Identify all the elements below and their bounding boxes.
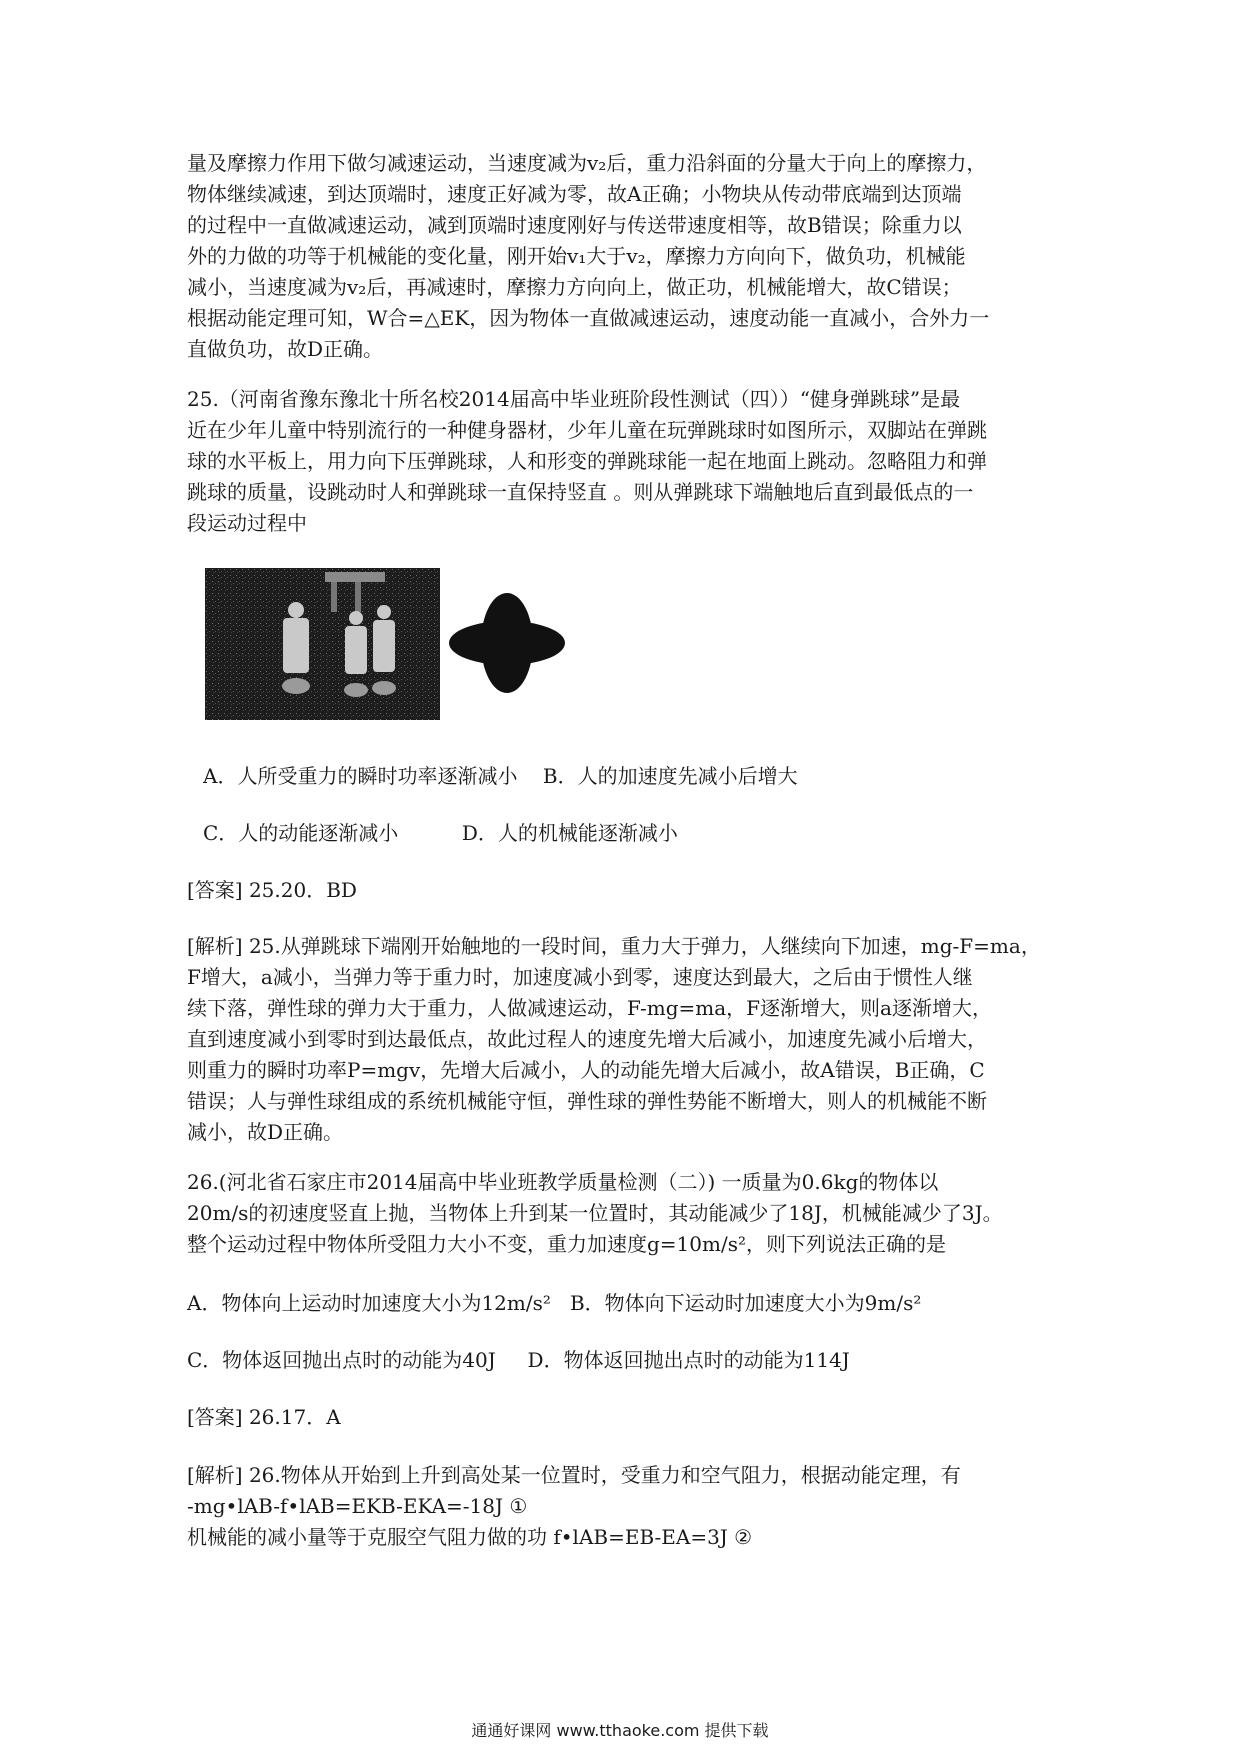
text-line: 续下落，弹性球的弹力大于重力，人做减速运动，F-mg=ma，F逐渐增大，则a逐渐增大， [187, 996, 992, 1020]
text-line: 直做负功，故D正确。 [187, 337, 384, 361]
children-playing-photo [205, 568, 440, 720]
text-line: 的过程中一直做减速运动，减到顶端时速度刚好与传送带速度相等，故B错误；除重力以 [187, 213, 962, 237]
intro-paragraph [187, 148, 1067, 365]
text-line: 减小，故D正确。 [187, 1120, 344, 1144]
question-25-stem [187, 384, 1067, 539]
text-line: -mg•lAB-f•lAB=EKB-EKA=-18J ① [187, 1494, 528, 1518]
text-line: 物体继续减速，到达顶端时，速度正好减为零，故A正确；小物块从传动带底端到达顶端 [187, 182, 962, 206]
text-line: 减小，当速度减为v₂后，再减速时，摩擦力方向向上，做正功，机械能增大，故C错误； [187, 275, 962, 299]
question-26-answer: [答案] 26.17．A [187, 1405, 341, 1429]
text-line: 球的水平板上，用力向下压弹跳球，人和形变的弹跳球能一起在地面上跳动。忽略阻力和弹 [187, 449, 987, 473]
page-footer: 通通好课网 www.tthaoke.com 提供下载 [471, 1721, 769, 1740]
text-line: 段运动过程中 [187, 511, 307, 535]
question-26-options-ab: A．物体向上运动时加速度大小为12m/s² B．物体向下运动时加速度大小为9m/s² [187, 1291, 922, 1315]
question-26-options-cd: C．物体返回抛出点时的动能为40J D．物体返回抛出点时的动能为114J [187, 1348, 850, 1372]
text-line: 机械能的减小量等于克服空气阻力做的功 f•lAB=EB-EA=3J ② [187, 1525, 753, 1549]
question-25-options-ab: A．人所受重力的瞬时功率逐渐减小 B．人的加速度先减小后增大 [203, 764, 798, 788]
text-line: 26.(河北省石家庄市2014届高中毕业班教学质量检测（二）) 一质量为0.6kg的物体以 [187, 1170, 939, 1194]
text-line: 25.（河南省豫东豫北十所名校2014届高中毕业班阶段性测试（四））“健身弹跳球”是最 [187, 387, 961, 411]
text-line: [解析] 26.物体从开始到上升到高处某一位置时，受重力和空气阻力，根据动能定理，有 [187, 1463, 961, 1487]
text-line: F增大，a减小，当弹力等于重力时，加速度减小到零，速度达到最大，之后由于惯性人继 [187, 965, 973, 989]
text-line: 根据动能定理可知，W合=△EK，因为物体一直做减速运动，速度动能一直减小，合外力一 [187, 306, 990, 330]
text-line: 跳球的质量，设跳动时人和弹跳球一直保持竖直 。则从弹跳球下端触地后直到最低点的一 [187, 480, 974, 504]
text-line: 量及摩擦力作用下做匀减速运动，当速度减为v₂后，重力沿斜面的分量大于向上的摩擦力， [187, 151, 987, 175]
text-line: 则重力的瞬时功率P=mgv，先增大后减小，人的动能先增大后减小，故A错误，B正确，C [187, 1058, 985, 1082]
text-line: 20m/s的初速度竖直上抛，当物体上升到某一位置时，其动能减少了18J，机械能减少了3J。 [187, 1201, 1003, 1225]
question-25-answer: [答案] 25.20．BD [187, 878, 357, 902]
text-line: [解析] 25.从弹跳球下端刚开始触地的一段时间，重力大于弹力，人继续向下加速，mg-F=ma， [187, 934, 1041, 958]
question-26-stem [187, 1167, 1067, 1260]
text-line: 整个运动过程中物体所受阻力大小不变，重力加速度g=10m/s²，则下列说法正确的是 [187, 1232, 946, 1256]
text-line: 直到速度减小到零时到达最低点，故此过程人的速度先增大后减小，加速度先减小后增大， [187, 1027, 987, 1051]
text-line: 近在少年儿童中特别流行的一种健身器材，少年儿童在玩弹跳球时如图所示，双脚站在弹跳 [187, 418, 987, 442]
pogo-ball-illustration [445, 588, 570, 702]
question-25-options-cd: C．人的动能逐渐减小 D．人的机械能逐渐减小 [203, 821, 678, 845]
question-26-analysis [187, 1460, 1067, 1553]
text-line: 错误；人与弹性球组成的系统机械能守恒，弹性球的弹性势能不断增大，则人的机械能不断 [187, 1089, 987, 1113]
text-line: 外的力做的功等于机械能的变化量，刚开始v₁大于v₂，摩擦力方向向下，做负功，机械能 [187, 244, 966, 268]
question-25-analysis [187, 931, 1067, 1148]
